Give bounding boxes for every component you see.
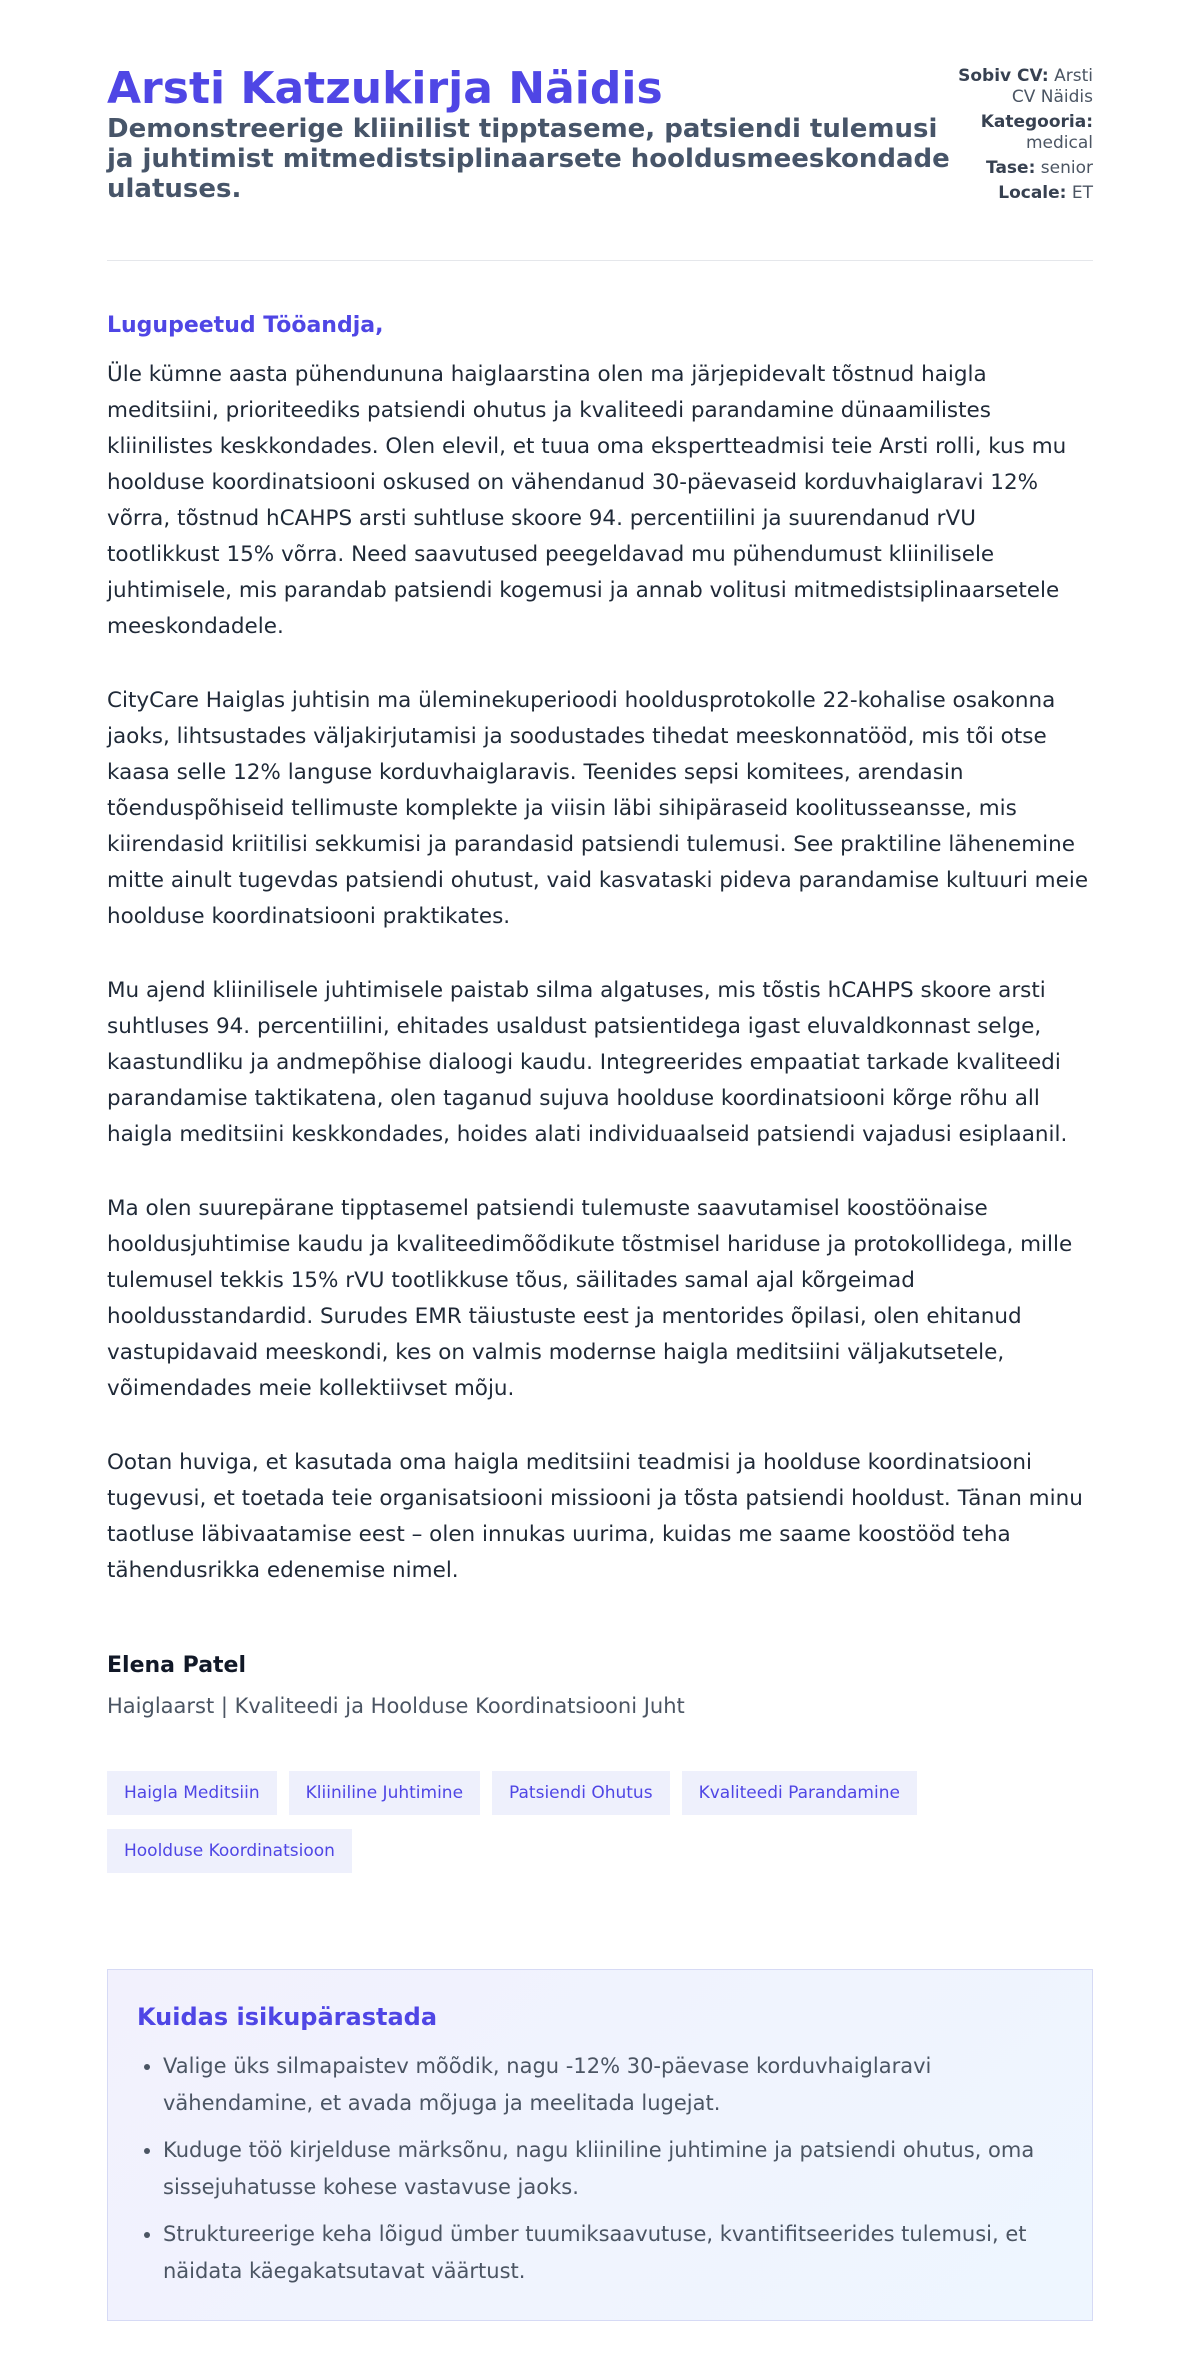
tag-list — [107, 1771, 1007, 1887]
letter-paragraph: CityCare Haiglas juhtisin ma üleminekuperioodi hooldusprotokolle 22-kohalise osakonna jaoks, lihtsustades väljakirjutamisi ja soodustades tihedat meeskonnatööd, mis tõi otse kaasa selle 12% languse korduvhaiglaravis. Teenides sepsi komitees, arendasin tõenduspõhiseid tellimuste komplekte ja viisin läbi sihipäraseid koolitusseansse, mis kiirendasid kriitilisi sekkumisi ja parandasid patsiendi tulemusi. See praktiline lähenemine mitte ainult tugevdas patsiendi ohutust, vaid kasvataski pideva parandamise kultuuri meie hoolduse koordinatsiooni praktikates. — [107, 688, 1089, 929]
meta-locale-label: Locale: — [998, 183, 1067, 203]
page-subtitle: Demonstreerige kliinilist tipptaseme, patsiendi tulemusi ja juhtimist mitmedistsiplinaarsete hooldusmeeskondade ulatuses. — [107, 114, 950, 204]
meta-locale — [954, 183, 1093, 204]
header-titles — [107, 64, 954, 204]
meta-kategooria-value: medical — [1025, 133, 1093, 153]
tag-patsiendi-ohutus: Patsiendi Ohutus — [492, 1771, 670, 1815]
document-header — [107, 64, 1093, 261]
letter-body — [107, 311, 1093, 1589]
tag-kliiniline-juhtimine: Kliiniline Juhtimine — [289, 1771, 480, 1815]
signature-block — [107, 1651, 1093, 1721]
tip-item: • Struktureerige keha lõigud ümber tuumiksaavutuse, kvantifitseerides tulemusi, et näidata käegakatsutavat väärtust. — [163, 2216, 1063, 2290]
signature-role: Haiglaarst | Kvaliteedi ja Hoolduse Koordinatsiooni Juht — [107, 1694, 685, 1718]
meta-panel — [954, 64, 1093, 208]
meta-tase — [954, 158, 1093, 179]
letter-paragraph: Ootan huviga, et kasutada oma haigla meditsiini teadmisi ja hoolduse koordinatsiooni tugevusi, et toetada teie organisatsiooni missiooni ja tõsta patsiendi hooldust. Tänan minu taotluse läbivaatamise eest – olen innukas uurima, kuidas me saame koostööd teha tähendusrikka edenemise nimel. — [107, 1450, 1083, 1583]
letter-paragraph: Mu ajend kliinilisele juhtimisele paistab silma algatuses, mis tõstis hCAHPS skoore arsti suhtluses 94. percentiilini, ehitades usaldust patsientidega igast eluvaldkonnast selge, kaastundliku ja andmepõhise dialoogi kaudu. Integreerides empaatiat tarkade kvaliteedi parandamise taktikatena, olen taganud sujuva hoolduse koordinatsiooni kõrge rõhu all haigla meditsiini keskkondades, hoides alati individuaalseid patsiendi vajadusi esiplaanil. — [107, 978, 1068, 1147]
tag-kvaliteedi-parandamine: Kvaliteedi Parandamine — [682, 1771, 917, 1815]
tip-item: • Valige üks silmapaistev mõõdik, nagu -12% 30-päevase korduvhaiglaravi vähendamine, et avada mõjuga ja meelitada lugejat. — [163, 2048, 1063, 2122]
tips-title: Kuidas isikupärastada — [137, 2003, 438, 2031]
tag-hoolduse-koordinatsioon: Hoolduse Koordinatsioon — [107, 1829, 352, 1873]
personalization-tips — [107, 1969, 1093, 2321]
signature-name: Elena Patel — [107, 1653, 247, 1678]
page-title: Arsti Katzukirja Näidis — [107, 63, 663, 114]
meta-kategooria — [954, 112, 1093, 154]
meta-locale-value: ET — [1071, 183, 1093, 203]
tag-haigla-meditsiin: Haigla Meditsiin — [107, 1771, 277, 1815]
meta-tase-label: Tase: — [986, 158, 1036, 178]
meta-tase-value: senior — [1040, 158, 1093, 178]
meta-sobiv-label: Sobiv CV: — [958, 66, 1049, 86]
tip-item: • Kuduge töö kirjelduse märksõnu, nagu kliiniline juhtimine ja patsiendi ohutus, oma sissejuhatusse kohese vastavuse jaoks. — [163, 2132, 1063, 2206]
letter-paragraph: Üle kümne aasta pühendununa haiglaarstina olen ma järjepidevalt tõstnud haigla meditsiini, prioriteediks patsiendi ohutus ja kvaliteedi parandamine dünaamilistes kliinilistes keskkondades. Olen elevil, et tuua oma ekspertteadmisi teie Arsti rolli, kus mu hoolduse koordinatsiooni oskused on vähendanud 30-päevaseid korduvhaiglaravi 12% võrra, tõstnud hCAHPS arsti suhtluse skoore 94. percentiilini ja suurendanud rVU tootlikkust 15% võrra. Need saavutused peegeldavad mu pühendumust kliinilisele juhtimisele, mis parandab patsiendi kogemusi ja annab volitusi mitmedistsiplinaarsetele meeskondadele. — [107, 362, 1067, 639]
salutation: Lugupeetud Tööandja, — [107, 313, 384, 338]
letter-paragraph: Ma olen suurepärane tipptasemel patsiendi tulemuste saavutamisel koostöönaise hooldusjuhtimise kaudu ja kvaliteedimõõdikute tõstmisel hariduse ja protokollidega, mille tulemusel tekkis 15% rVU tootlikkuse tõus, säilitades samal ajal kõrgeimad hooldusstandardid. Surudes EMR täiustuste eest ja mentorides õpilasi, olen ehitanud vastupidavaid meeskondi, kes on valmis modernse haigla meditsiini väljakutsetele, võimendades meie kollektiivset mõju. — [107, 1196, 1073, 1401]
meta-sobiv-value: Arsti CV Näidis — [1011, 66, 1093, 107]
tips-list — [137, 2048, 1063, 2290]
meta-sobiv — [954, 66, 1093, 108]
meta-kategooria-label: Kategooria: — [980, 112, 1093, 132]
